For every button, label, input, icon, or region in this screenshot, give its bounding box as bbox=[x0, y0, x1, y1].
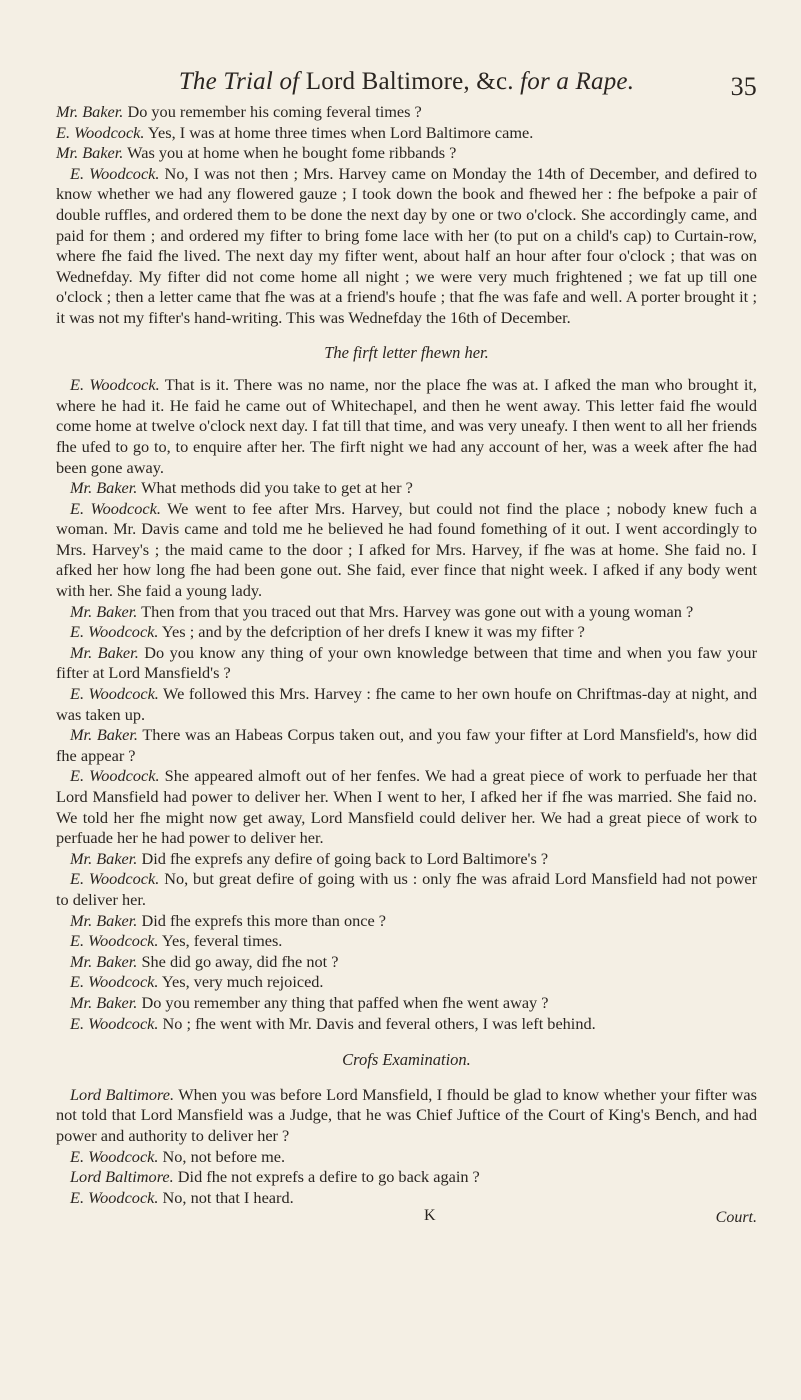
transcript-body bbox=[56, 102, 757, 1230]
speaker-name: Mr. Baker. bbox=[70, 910, 138, 930]
speaker-name: Mr. Baker. bbox=[56, 143, 124, 163]
section-heading-cross-examination: Crofs Examination. bbox=[342, 1050, 471, 1070]
speaker-name: E. Woodcock. bbox=[70, 972, 159, 992]
speech-text: Do you remember his coming feveral times ? bbox=[123, 102, 422, 121]
testimony-block-2 bbox=[56, 375, 757, 1034]
speech-text: Yes, very much rejoiced. bbox=[158, 972, 324, 992]
speech-paragraph bbox=[56, 102, 757, 123]
speech-text: When you was before Lord Mansfield, I fhould be glad to know whether your fifter was not told that Lord Mansfield was a Judge, that he was Chief Juftice of the Court of King's Bench, and had power and authority to deliver her ? bbox=[56, 1084, 757, 1145]
speech-text: Did fhe not exprefs a defire to go back again ? bbox=[173, 1167, 480, 1187]
speech-text: No, not that I heard. bbox=[158, 1187, 294, 1207]
speaker-name: Mr. Baker. bbox=[70, 601, 138, 621]
speech-text: No, I was not then ; Mrs. Harvey came on Monday the 14th of December, and defired to know whether we had any flowered gauze ; I took down the book and fhewed her : fhe befpoke a pair of double ruffles, and ordered them to be done the next day by one or two o'clock. She accordingly came, and paid for them ; and ordered my fifter to bring fome lace with her (to put on a child's cap) to Curtain-row, where fhe faid fhe lived. The next day my fifter went, about half an hour after four o'clock ; that was on Wednefday. My fifter did not come home all night ; we were very much frightened ; we fat up till one o'clock ; then a letter came that fhe was at a friend's houfe ; that fhe was fafe and well. A porter brought it ; it was not my fifter's hand-writing. This was Wednefday the 16th of December. bbox=[56, 163, 757, 327]
speech-paragraph bbox=[56, 993, 757, 1014]
speaker-name: E. Woodcock. bbox=[70, 1146, 159, 1166]
running-head-roman: Lord Baltimore, &c. bbox=[305, 68, 521, 95]
speech-text: There was an Habeas Corpus taken out, and you faw your fifter at Lord Mansfield's, how did fhe appear ? bbox=[56, 725, 757, 765]
speaker-name: E. Woodcock. bbox=[70, 1187, 159, 1207]
speaker-name: E. Woodcock. bbox=[70, 931, 159, 951]
speaker-name: Lord Baltimore. bbox=[70, 1084, 175, 1104]
speech-paragraph bbox=[56, 931, 757, 952]
speech-text: Yes, feveral times. bbox=[158, 931, 283, 951]
speech-paragraph bbox=[56, 1147, 757, 1168]
speaker-name: E. Woodcock. bbox=[70, 375, 160, 395]
speaker-name: E. Woodcock. bbox=[56, 122, 145, 142]
speaker-name: Mr. Baker. bbox=[70, 642, 139, 662]
speech-paragraph bbox=[56, 499, 757, 602]
catchword: Court. bbox=[715, 1209, 757, 1227]
speaker-name: E. Woodcock. bbox=[70, 684, 159, 704]
speaker-name: E. Woodcock. bbox=[70, 163, 160, 183]
speech-paragraph bbox=[56, 869, 757, 910]
speech-paragraph bbox=[56, 143, 757, 164]
speech-text: Then from that you traced out that Mrs. Harvey was gone out with a young woman ? bbox=[137, 601, 694, 621]
speaker-name: Mr. Baker. bbox=[70, 848, 138, 868]
running-head bbox=[56, 68, 757, 101]
speaker-name: E. Woodcock. bbox=[70, 766, 160, 786]
speech-text: Was you at home when he bought fome ribbands ? bbox=[123, 143, 457, 163]
speaker-name: Mr. Baker. bbox=[70, 725, 138, 745]
speech-paragraph bbox=[56, 849, 757, 870]
speech-paragraph bbox=[56, 911, 757, 932]
speech-text: No ; fhe went with Mr. Davis and feveral others, I was left behind. bbox=[158, 1013, 596, 1033]
speech-text: Did fhe exprefs any defire of going back to Lord Baltimore's ? bbox=[137, 848, 549, 868]
speaker-name: Mr. Baker. bbox=[56, 102, 124, 121]
speech-text: That is it. There was no name, nor the place fhe was at. I afked the man who brought it, where he had it. He faid he came out of Whitechapel, and then he went away. This letter faid fhe would come home at twelve o'clock next day. I fat till that time, and was very uneafy. I then went to all her friends fhe ufed to go to, to enquire after her. The firft night we had any account of her, was a week after fhe had been gone away. bbox=[56, 375, 757, 477]
speech-paragraph bbox=[56, 1167, 757, 1188]
speech-paragraph bbox=[56, 478, 757, 499]
speech-text: No, but great defire of going with us : only fhe was afraid Lord Mansfield had not power to deliver her. bbox=[56, 869, 757, 909]
speech-paragraph bbox=[56, 1085, 757, 1147]
speech-paragraph bbox=[56, 1188, 757, 1209]
speaker-name: Mr. Baker. bbox=[70, 951, 138, 971]
speech-paragraph bbox=[56, 622, 757, 643]
running-head-italic-1: The Trial of bbox=[178, 68, 306, 95]
speech-paragraph bbox=[56, 972, 757, 993]
page-footer bbox=[56, 1208, 757, 1230]
speech-paragraph bbox=[56, 684, 757, 725]
speech-paragraph bbox=[56, 602, 757, 623]
speech-paragraph bbox=[56, 1014, 757, 1035]
speaker-name: E. Woodcock. bbox=[70, 498, 161, 518]
speaker-name: E. Woodcock. bbox=[70, 622, 159, 642]
signature-mark: K bbox=[424, 1207, 436, 1225]
speaker-name: Mr. Baker. bbox=[70, 992, 138, 1012]
speech-text: She appeared almoft out of her fenfes. We had a great piece of work to perfuade her that Lord Mansfield had power to deliver her. When I went to her, I afked her if fhe was married. She faid no. We told her fhe might now get away, Lord Mansfield could deliver her. We had a great piece of work to perfuade her he had power to deliver her. bbox=[56, 766, 757, 848]
speech-paragraph bbox=[56, 123, 757, 144]
speaker-name: Mr. Baker. bbox=[70, 478, 138, 498]
speech-text: No, not before me. bbox=[158, 1146, 286, 1166]
speech-paragraph bbox=[56, 643, 757, 684]
speaker-name: E. Woodcock. bbox=[70, 1013, 159, 1033]
speech-text: What methods did you take to get at her ? bbox=[137, 478, 413, 498]
speech-paragraph bbox=[56, 164, 757, 329]
speech-text: We followed this Mrs. Harvey : fhe came to her own houfe on Chriftmas-day at night, and was taken up. bbox=[56, 684, 757, 724]
speaker-name: E. Woodcock. bbox=[70, 869, 160, 889]
testimony-block-3 bbox=[56, 1085, 757, 1209]
speech-text: We went to fee after Mrs. Harvey, but could not find the place ; nobody knew fuch a woman. Mr. Davis came and told me he believed he had found fomething of it out. I went accordingly to Mrs. Harvey's ; the maid came to the door ; I afked for Mrs. Harvey, if fhe was at home. She faid no. I afked her how long fhe had been gone out. She faid, ever fince that night week. I afked if any body went with her. She faid a young lady. bbox=[56, 498, 757, 601]
running-head-italic-2: for a Rape. bbox=[520, 68, 635, 95]
speech-paragraph bbox=[56, 375, 757, 478]
speaker-name: Lord Baltimore. bbox=[70, 1167, 174, 1187]
speech-paragraph bbox=[56, 952, 757, 973]
speech-text: Do you know any thing of your own knowledge between that time and when you faw your fifter at Lord Mansfield's ? bbox=[56, 642, 757, 683]
speech-paragraph bbox=[56, 766, 757, 848]
speech-text: Yes ; and by the defcription of her drefs I knew it was my fifter ? bbox=[158, 622, 585, 642]
section-heading-letter: The firft letter fhewn her. bbox=[324, 342, 489, 362]
testimony-block-1 bbox=[56, 102, 757, 329]
speech-text: Do you remember any thing that paffed when fhe went away ? bbox=[137, 992, 549, 1012]
speech-text: She did go away, did fhe not ? bbox=[137, 951, 339, 971]
page-number: 35 bbox=[730, 72, 757, 101]
speech-text: Did fhe exprefs this more than once ? bbox=[137, 910, 387, 930]
speech-paragraph bbox=[56, 725, 757, 766]
speech-text: Yes, I was at home three times when Lord Baltimore came. bbox=[144, 122, 534, 142]
